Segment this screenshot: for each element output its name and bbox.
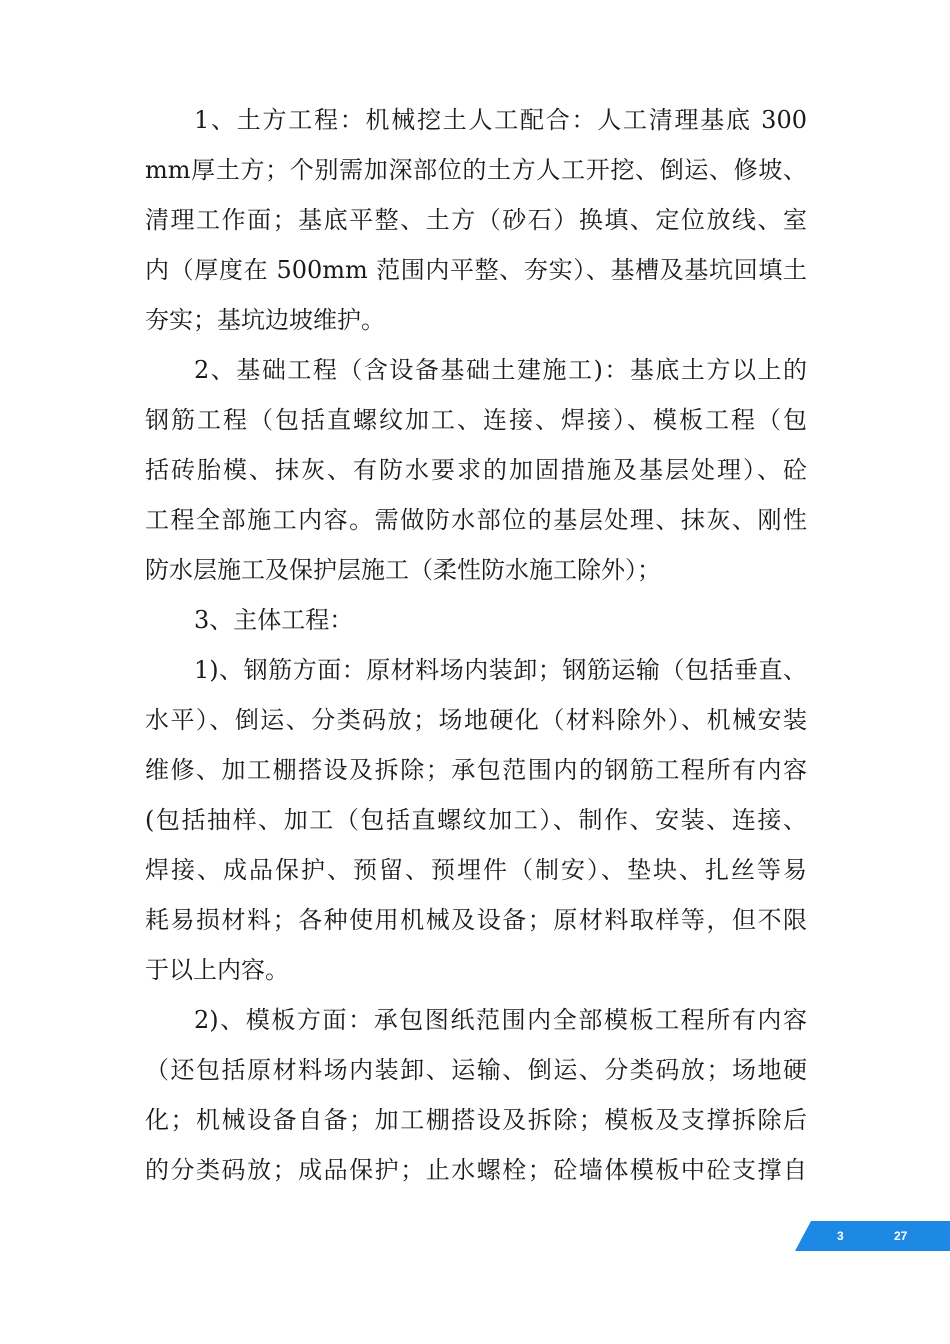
text-line: 防水层施工及保护层施工（柔性防水施工除外）； [145,556,661,584]
text-line: （还包括原材料场内装卸、运输、倒运、分类码放；场地硬 [145,1056,807,1084]
paragraph-formwork [145,995,807,1195]
text-line: 维修、加工棚搭设及拆除；承包范围内的钢筋工程所有内容 [145,756,807,784]
text-line: mm厚土方；个别需加深部位的土方人工开挖、倒运、修坡、 [145,156,807,184]
text-line: 1、土方工程：机械挖土人工配合：人工清理基底 300 [194,106,807,134]
paragraph-main-structure-heading [145,595,807,645]
text-line: 2、基础工程（含设备基础土建施工)：基底土方以上的 [194,356,807,384]
text-line: 清理工作面；基底平整、土方（砂石）换填、定位放线、室 [145,206,807,234]
document-body [145,95,807,1195]
text-line: 内（厚度在 500mm 范围内平整、夯实）、基槽及基坑回填土 [145,256,807,284]
text-line: 夯实；基坑边坡维护。 [145,306,385,334]
text-line: 焊接、成品保护、预留、预埋件（制安）、垫块、扎丝等易 [145,856,807,884]
section-heading: 3、主体工程： [194,606,354,634]
paragraph-earthwork [145,95,807,345]
page-number-badge [795,1221,950,1251]
text-line: 耗易损材料；各种使用机械及设备；原材料取样等，但不限 [145,906,807,934]
text-line: 化；机械设备自备；加工棚搭设及拆除；模板及支撑拆除后 [145,1106,807,1134]
current-page-number: 3 [837,1229,844,1243]
text-line: 括砖胎模、抹灰、有防水要求的加固措施及基层处理）、砼 [145,456,807,484]
total-pages-number: 27 [894,1229,908,1243]
paragraph-rebar [145,645,807,995]
text-line: 于以上内容。 [145,956,289,984]
text-line: 的分类码放；成品保护；止水螺栓；砼墙体模板中砼支撑自 [145,1156,807,1184]
text-line: 工程全部施工内容。需做防水部位的基层处理、抹灰、刚性 [145,506,807,534]
text-line: 钢筋工程（包括直螺纹加工、连接、焊接）、模板工程（包 [145,406,807,434]
text-line: 水平）、倒运、分类码放；场地硬化（材料除外）、机械安装 [145,706,807,734]
paragraph-foundation [145,345,807,595]
page-badge-shape [795,1221,950,1251]
text-line: (包括抽样、加工（包括直螺纹加工）、制作、安装、连接、 [145,806,807,834]
text-line: 1)、钢筋方面：原材料场内装卸；钢筋运输（包括垂直、 [194,656,807,684]
text-line: 2)、模板方面：承包图纸范围内全部模板工程所有内容 [194,1006,807,1034]
